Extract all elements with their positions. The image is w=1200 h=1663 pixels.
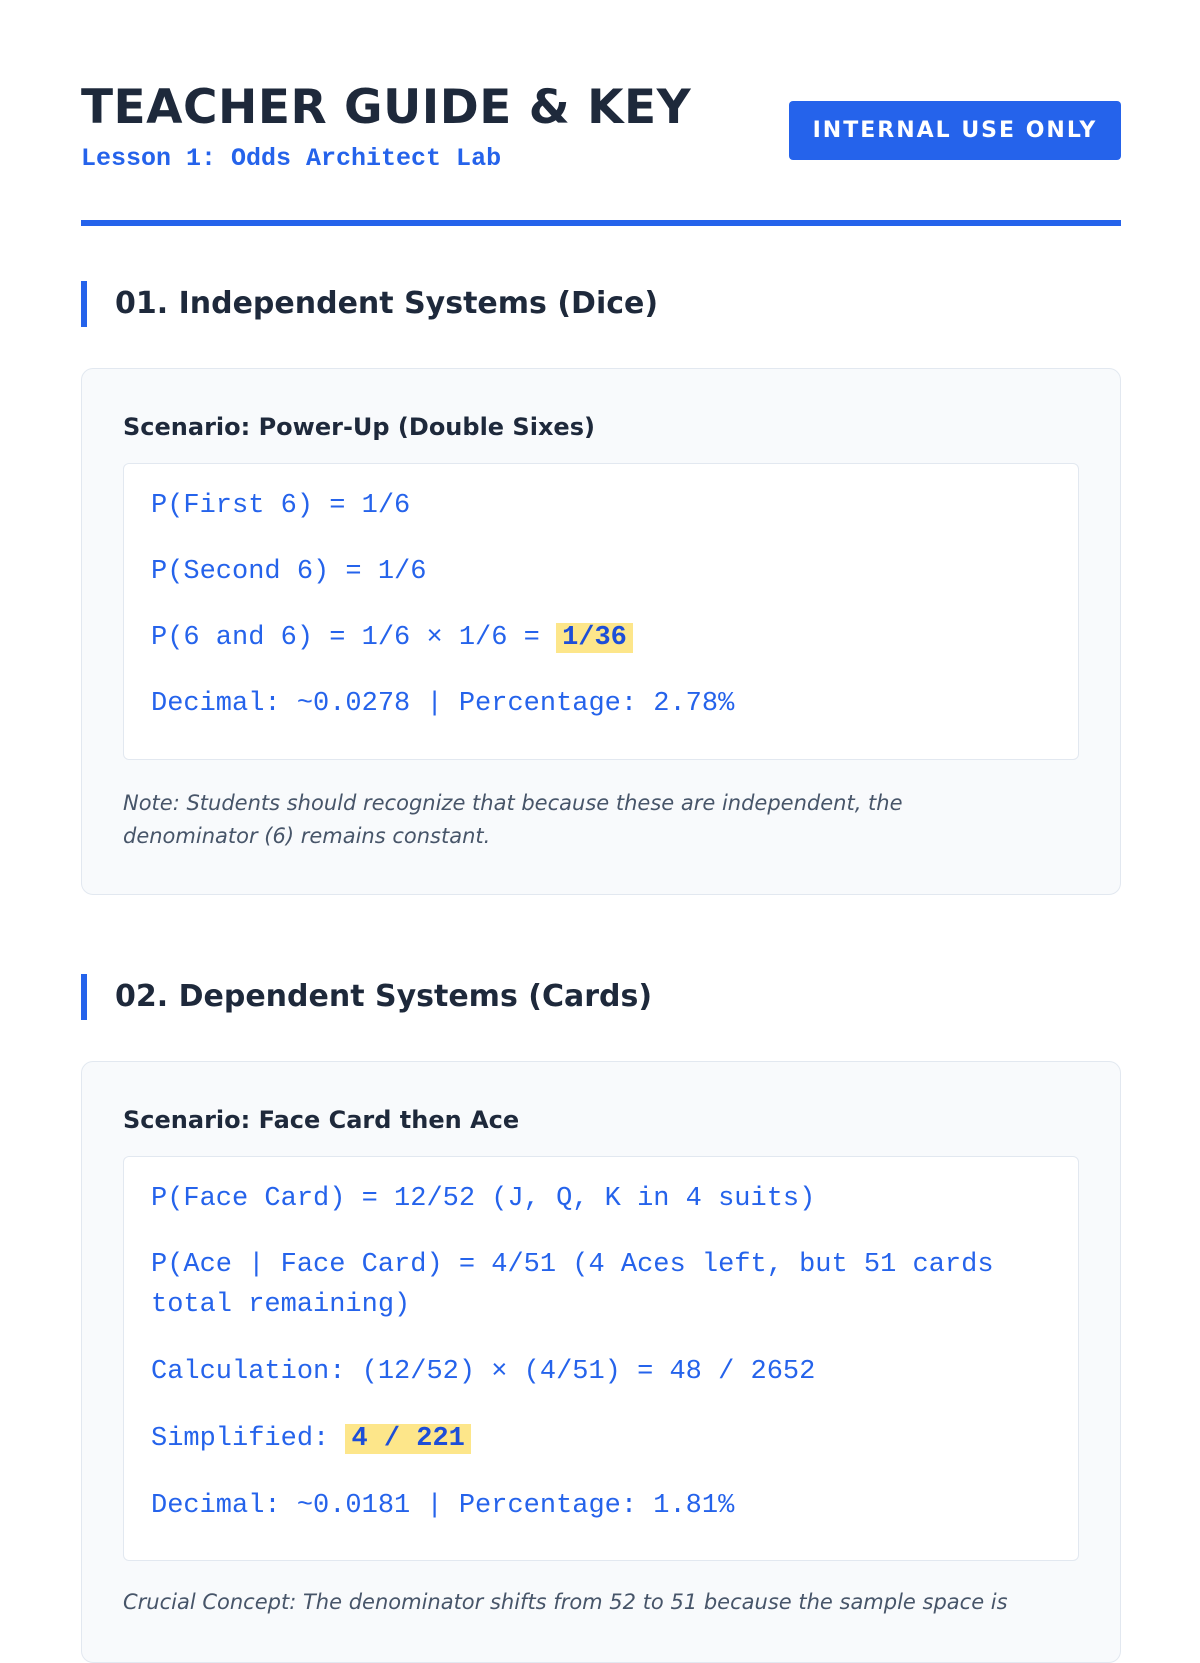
calculation-box: [123, 1156, 1079, 1561]
calc-line: P(First 6) = 1/6: [151, 491, 411, 521]
calc-line: P(Face Card) = 12/52 (J, Q, K in 4 suits): [151, 1184, 816, 1214]
calc-line: [151, 1419, 1051, 1459]
section-heading-dependent: [81, 974, 1121, 1020]
calc-line: [151, 618, 1051, 658]
calc-text: P(6 and 6) = 1/6 × 1/6 =: [151, 623, 557, 653]
calculation-box: [123, 463, 1079, 760]
answer-card-cards: [81, 1061, 1121, 1663]
calc-line: P(Second 6) = 1/6: [151, 557, 427, 587]
calc-line: total remaining): [151, 1290, 411, 1320]
teacher-guide-page: [81, 0, 1121, 1614]
section-title: 02. Dependent Systems (Cards): [115, 979, 653, 1014]
calc-line: Calculation: (12/52) × (4/51) = 48 / 2652: [151, 1357, 816, 1387]
page-title: TEACHER GUIDE & KEY: [81, 80, 692, 135]
calc-line: Decimal: ~0.0278 | Percentage: 2.78%: [151, 689, 735, 719]
section-heading-independent: [81, 281, 1121, 327]
highlighted-answer: 4 / 221: [345, 1424, 470, 1454]
section-accent-bar: [81, 281, 87, 327]
internal-use-badge: INTERNAL USE ONLY: [789, 101, 1121, 160]
teacher-note: Crucial Concept: The denominator shifts from 52 to 51 because the sample space is: [123, 1590, 1008, 1614]
scenario-title: Scenario: Power-Up (Double Sixes): [123, 413, 595, 441]
page-header: [81, 0, 1121, 226]
section-accent-bar: [81, 974, 87, 1020]
answer-card-dice: [81, 368, 1121, 895]
calc-text: Simplified:: [151, 1424, 346, 1454]
section-title: 01. Independent Systems (Dice): [115, 286, 659, 321]
calc-line: P(Ace | Face Card) = 4/51 (4 Aces left, but 51 cards: [151, 1250, 994, 1280]
highlighted-answer: 1/36: [556, 623, 633, 653]
teacher-note: Note: Students should recognize that because these are independent, the denominator (6) remains constant.: [123, 791, 903, 848]
calc-line: Decimal: ~0.0181 | Percentage: 1.81%: [151, 1491, 735, 1521]
scenario-title: Scenario: Face Card then Ace: [123, 1106, 520, 1134]
header-divider: [81, 220, 1121, 226]
lesson-subtitle: Lesson 1: Odds Architect Lab: [81, 144, 502, 173]
